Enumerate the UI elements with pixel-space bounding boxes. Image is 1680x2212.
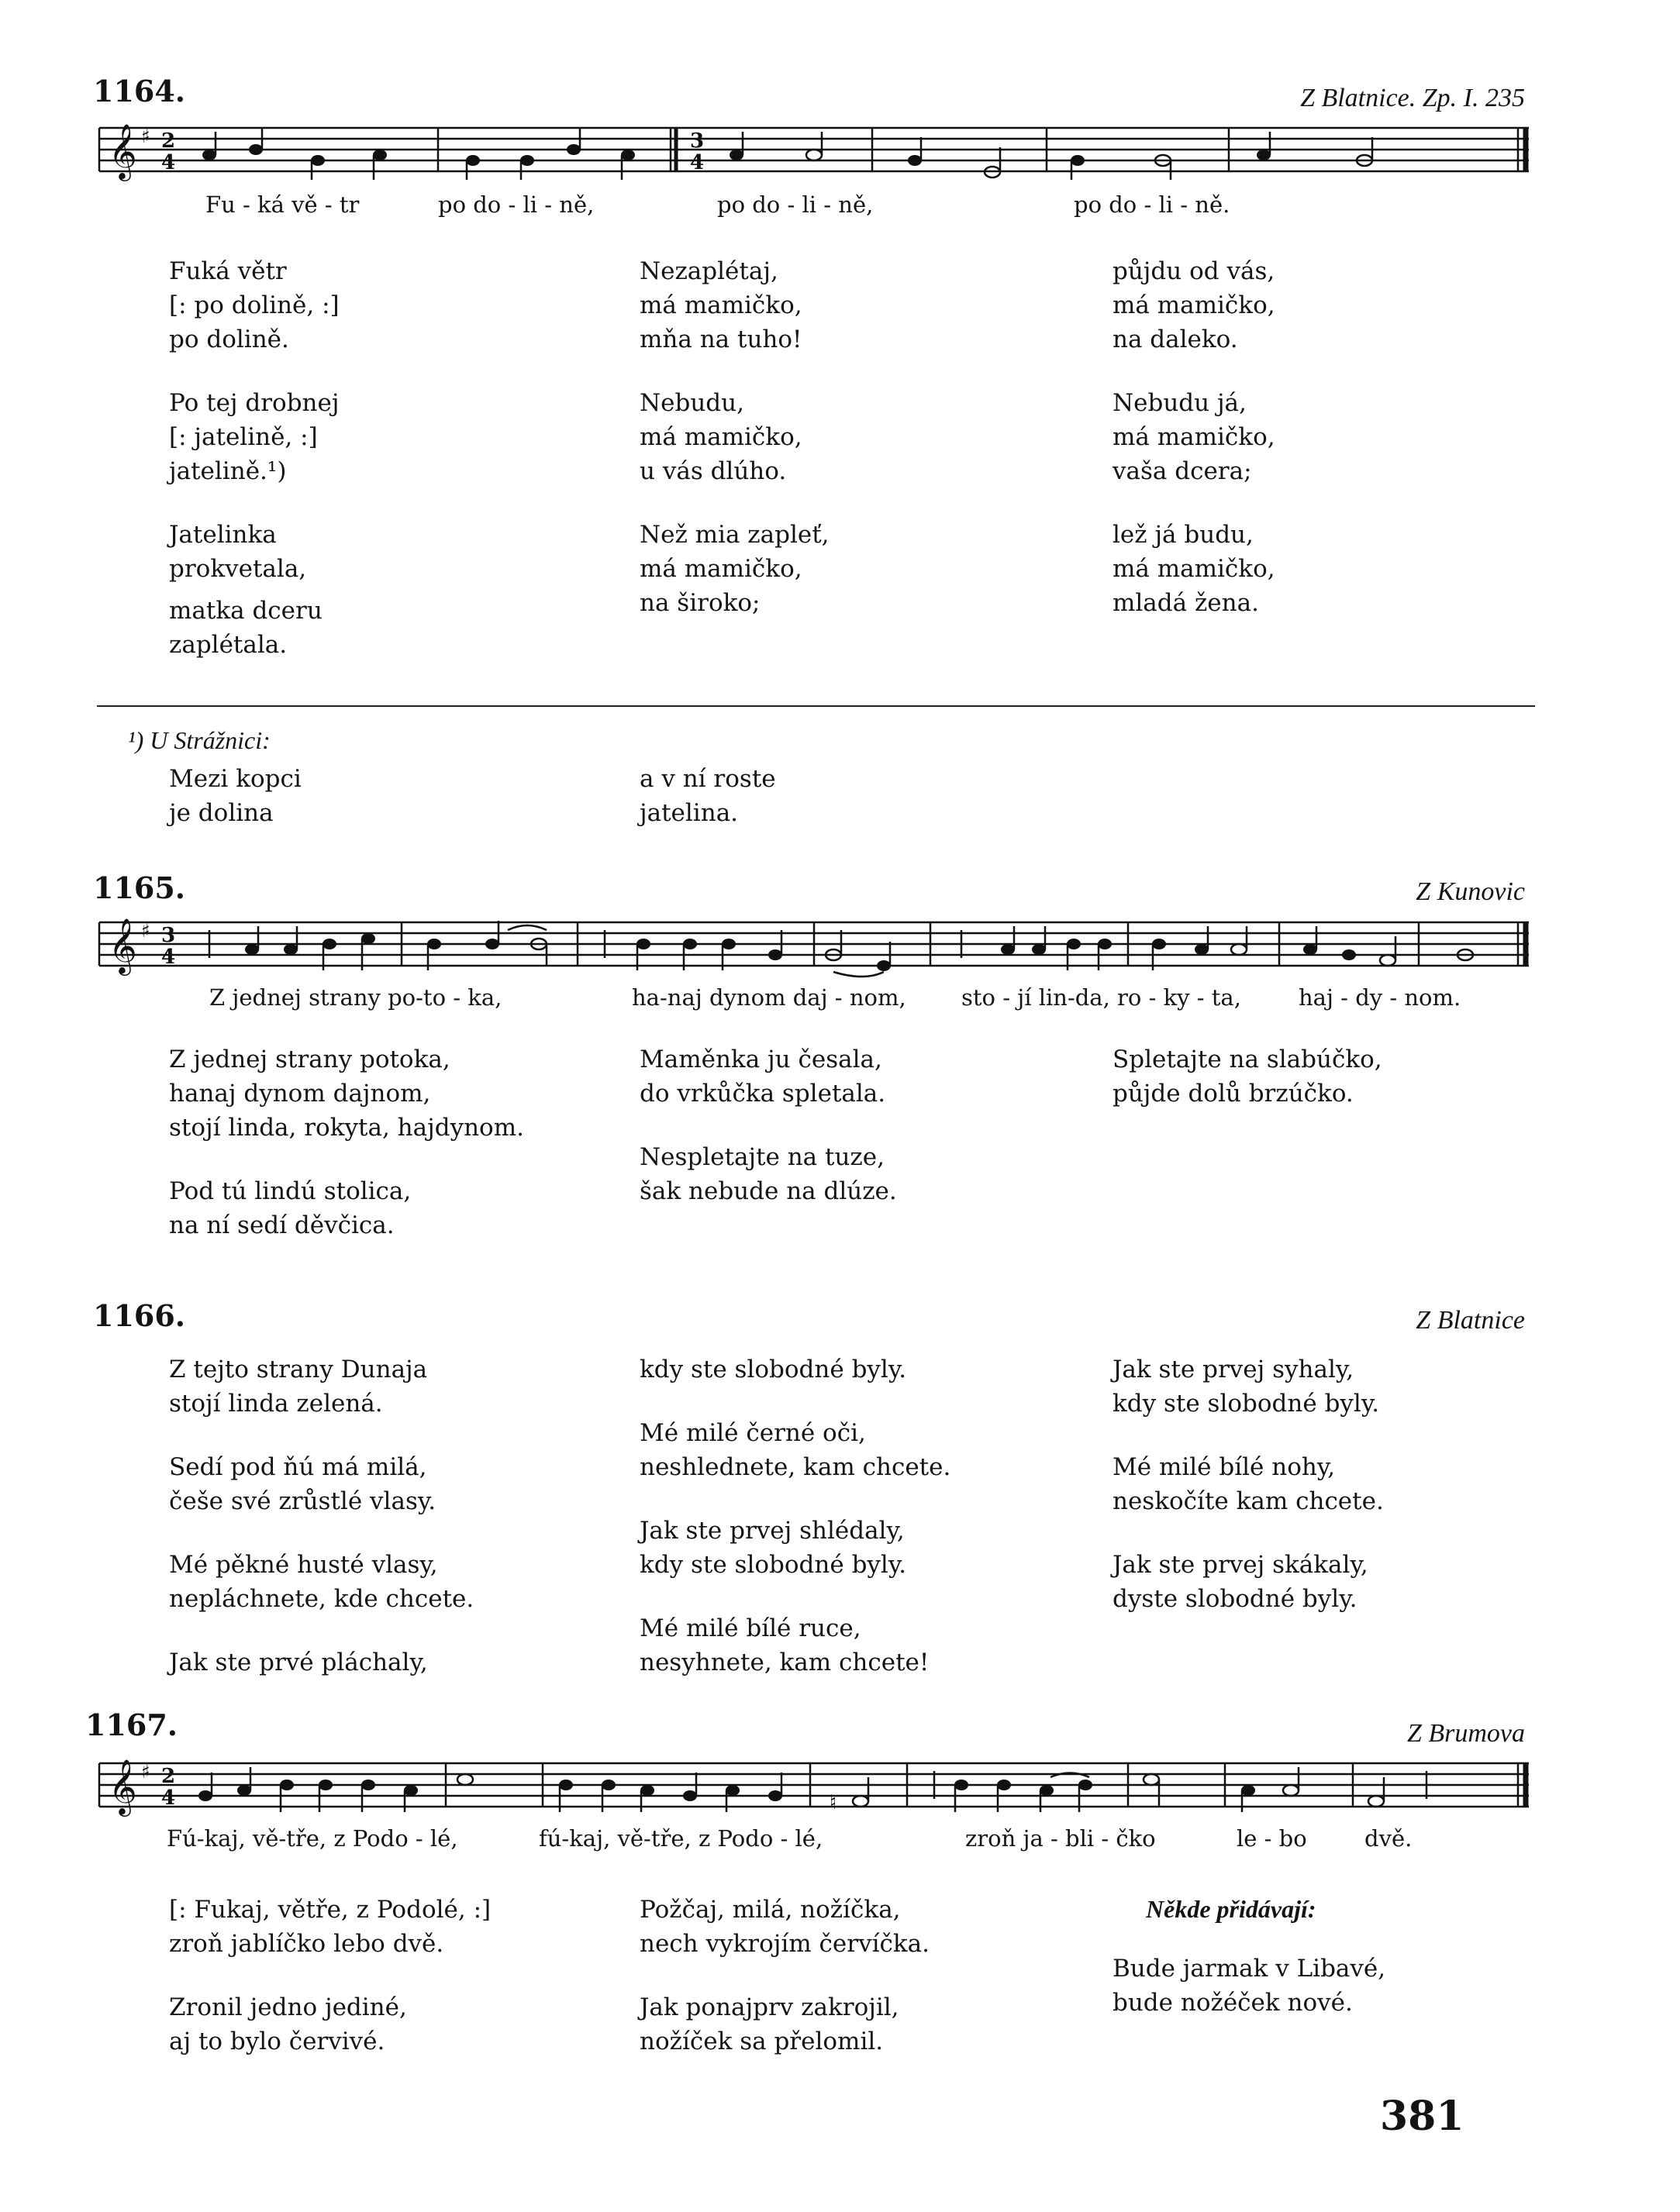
svg-text:4: 4: [161, 151, 176, 174]
stanza: Nespletajte na tuze, šak nebude na dlúze.: [640, 1143, 897, 1205]
stanza-column-3: [1113, 254, 1275, 649]
stanza: lež já budu, má mamičko, mladá žena.: [1113, 521, 1275, 617]
stanza: [: Fukaj, větře, z Podolé, :] zroň jablíčko lebo dvě.: [169, 1896, 492, 1958]
stanza: půjdu od vás, má mamičko, na daleko.: [1113, 257, 1275, 353]
stanza: Sedí pod ňú má milá, češe své zrůstlé vlasy.: [169, 1453, 436, 1515]
svg-text:3: 3: [161, 924, 176, 947]
song-number: 1164.: [93, 74, 185, 109]
stanza: Jatelinka prokvetala,: [169, 521, 307, 583]
svg-text:♯: ♯: [141, 1761, 150, 1783]
lyric-segment: dvě.: [1364, 1825, 1413, 1852]
stanza: Mé milé bílé ruce, nesyhnete, kam chcete!: [640, 1614, 930, 1676]
addendum-label: Někde přidávají:: [1146, 1895, 1316, 1923]
stanza-column-1: [169, 1893, 491, 2088]
lyric-segment: fú-kaj, vě-tře, z Podo - lé,: [539, 1825, 823, 1852]
svg-text:3: 3: [690, 129, 705, 153]
svg-text:𝄞: 𝄞: [109, 122, 137, 179]
stanza: Po tej drobnej [: jatelině, :] jatelině.¹): [169, 389, 340, 485]
footnote-column-2: a v ní roste jatelina.: [640, 765, 776, 827]
footnote-divider: [97, 705, 1535, 707]
svg-text:𝄞: 𝄞: [109, 917, 137, 973]
stanza: matka dceru zaplétala.: [169, 597, 323, 659]
stanza: Spletajte na slabúčko, půjde dolů brzúčko.: [1113, 1046, 1382, 1108]
stanza: Mé milé bílé nohy, neskočíte kam chcete.: [1113, 1453, 1384, 1515]
footnote-column-1: Mezi kopci je dolina: [169, 765, 302, 827]
stanza: Z tejto strany Dunaja stojí linda zelená.: [169, 1356, 428, 1418]
stanza: Mé pěkné husté vlasy, nepláchnete, kde chcete.: [169, 1551, 474, 1613]
svg-text:♯: ♯: [141, 920, 150, 942]
svg-text:2: 2: [161, 1765, 176, 1788]
music-staff-1165: [93, 907, 1535, 980]
lyric-segment: le - bo: [1237, 1825, 1307, 1852]
stanza: Jak ste prvej shlédaly, kdy ste slobodné byly.: [640, 1517, 907, 1579]
svg-text:2: 2: [161, 129, 176, 153]
stanza-column-2: [640, 1352, 950, 1709]
stanza-column-3: [1113, 1042, 1382, 1140]
page-number: 381: [1380, 2093, 1464, 2140]
stanza: Bude jarmak v Libavé, bude nožéček nové.: [1113, 1955, 1386, 2017]
song-source: Z Brumova: [1406, 1719, 1525, 1748]
lyric-segment: haj - dy - nom.: [1299, 984, 1461, 1011]
lyric-segment: po do - li - ně.: [1074, 191, 1230, 218]
stanza: Nezaplétaj, má mamičko, mňa na tuho!: [640, 257, 802, 353]
lyric-segment: Fu - ká vě - tr: [205, 191, 360, 218]
stanza-column-2: [640, 1042, 897, 1238]
song-number: 1167.: [85, 1707, 178, 1742]
svg-text:4: 4: [161, 946, 176, 969]
lyric-segment: Fú-kaj, vě-tře, z Podo - lé,: [167, 1825, 458, 1852]
music-staff-1167: [93, 1752, 1535, 1821]
lyric-segment: sto - jí lin-da, ro - ky - ta,: [961, 984, 1241, 1011]
stanza-column-1: [169, 1352, 474, 1709]
stanza-column-1: [169, 1042, 524, 1272]
svg-text:4: 4: [690, 151, 705, 174]
stanza: kdy ste slobodné byly.: [640, 1356, 907, 1383]
stanza: Nebudu já, má mamičko, vaša dcera;: [1113, 389, 1275, 485]
stanza-column-2: [640, 1893, 930, 2088]
stanza: Z jednej strany potoka, hanaj dynom dajnom, stojí linda, rokyta, hajdynom.: [169, 1046, 524, 1142]
song-source: Z Blatnice. Zp. I. 235: [1300, 84, 1525, 112]
stanza: Fuká větr [: po dolině, :] po dolině.: [169, 257, 340, 353]
stanza: Zronil jedno jediné, aj to bylo červivé.: [169, 1993, 407, 2055]
svg-text:𝄞: 𝄞: [109, 1758, 137, 1814]
song-source: Z Kunovic: [1416, 877, 1525, 906]
song-source: Z Blatnice: [1416, 1306, 1525, 1335]
stanza: Maměnka ju česala, do vrkůčka spletala.: [640, 1046, 886, 1108]
stanza: Pod tú lindú stolica, na ní sedí děvčica.: [169, 1177, 412, 1239]
lyric-segment: po do - li - ně,: [438, 191, 595, 218]
stanza: Požčaj, milá, nožíčka, nech vykrojím červíčka.: [640, 1896, 930, 1958]
stanza: Mé milé černé oči, neshlednete, kam chcete.: [640, 1419, 951, 1481]
stanza: Než mia zapleť, má mamičko, na široko;: [640, 521, 830, 617]
stanza: Jak ste prvé pláchaly,: [169, 1649, 428, 1676]
stanza-column-3: [1113, 1952, 1385, 2049]
song-number: 1165.: [93, 870, 185, 905]
stanza: Nebudu, má mamičko, u vás dlúho.: [640, 389, 802, 485]
footnote-label: ¹) U Strážnici:: [128, 726, 271, 754]
svg-text:♯: ♯: [141, 126, 150, 147]
stanza: Jak ste prvej skákaly, dyste slobodné byly.: [1113, 1551, 1368, 1613]
lyric-segment: zroň ja - bli - čko: [965, 1825, 1156, 1852]
lyric-segment: po do - li - ně,: [717, 191, 874, 218]
stanza-column-2: [640, 254, 830, 649]
svg-text:♮: ♮: [830, 1791, 837, 1814]
stanza-column-3: [1113, 1352, 1384, 1645]
svg-text:4: 4: [161, 1786, 176, 1810]
song-number: 1166.: [93, 1298, 185, 1333]
music-staff-1164: [93, 116, 1535, 186]
lyric-segment: Z jednej strany po-to - ka,: [209, 984, 502, 1011]
stanza: Jak ste prvej syhaly, kdy ste slobodné byly.: [1113, 1356, 1380, 1418]
stanza-column-1: [169, 254, 340, 691]
lyric-segment: ha-naj dynom daj - nom,: [632, 984, 906, 1011]
stanza: Jak ponajprv zakrojil, nožíček sa přelomil.: [640, 1993, 899, 2055]
